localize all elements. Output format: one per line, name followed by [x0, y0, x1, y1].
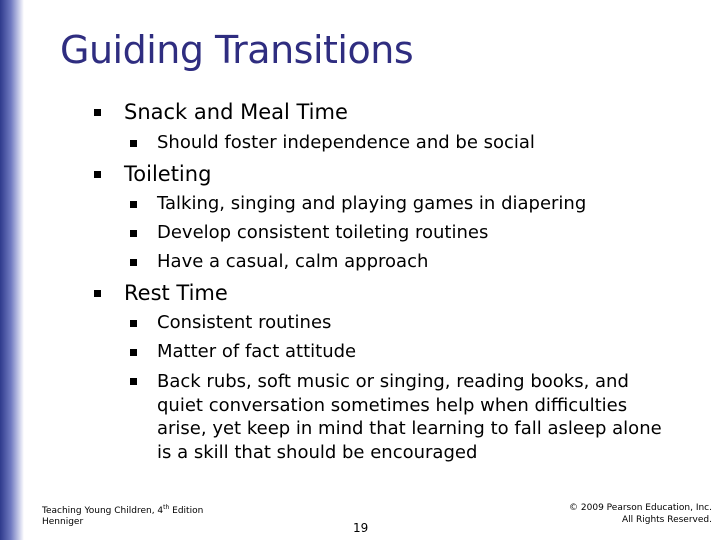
square-bullet-icon [130, 140, 137, 147]
square-bullet-icon [94, 290, 101, 297]
bullet-text: Talking, singing and playing games in diapering [157, 193, 587, 214]
square-bullet-icon [130, 378, 137, 385]
page-number: 19 [353, 521, 369, 535]
square-bullet-icon [130, 349, 137, 356]
square-bullet-icon [130, 230, 137, 237]
footer-rights: All Rights Reserved. [621, 515, 712, 525]
square-bullet-icon [130, 320, 137, 327]
bullet-text: Have a casual, calm approach [157, 251, 429, 272]
section-heading-text: Snack and Meal Time [124, 100, 348, 124]
bullet-text: Consistent routines [157, 312, 332, 333]
bullet-text: Back rubs, soft music or singing, reading books, and quiet conversation sometimes help when difficulties arise, yet keep in mind that learning to fall asleep alone is a skill that should be encouraged [157, 371, 662, 463]
bullet-text: Should foster independence and be social [157, 132, 535, 153]
square-bullet-icon [130, 201, 137, 208]
section-heading-text: Rest Time [124, 281, 228, 305]
footer-book-info [42, 502, 203, 528]
book-title-suffix: Edition [169, 506, 204, 516]
footer-copyright-block [569, 502, 712, 526]
bullet-text: Develop consistent toileting routines [157, 222, 489, 243]
slide-title: Guiding Transitions [60, 28, 414, 72]
book-title-prefix: Teaching Young Children, 4 [42, 506, 164, 516]
footer-copyright: © 2009 Pearson Education, Inc. [569, 503, 712, 513]
section-heading-text: Toileting [124, 162, 212, 186]
square-bullet-icon [94, 171, 101, 178]
bullet-text: Matter of fact attitude [157, 341, 357, 362]
footer-book-title [42, 502, 203, 517]
square-bullet-icon [94, 109, 101, 116]
square-bullet-icon [130, 259, 137, 266]
footer-author: Henniger [42, 517, 84, 527]
book-title-sup: th [163, 504, 170, 511]
